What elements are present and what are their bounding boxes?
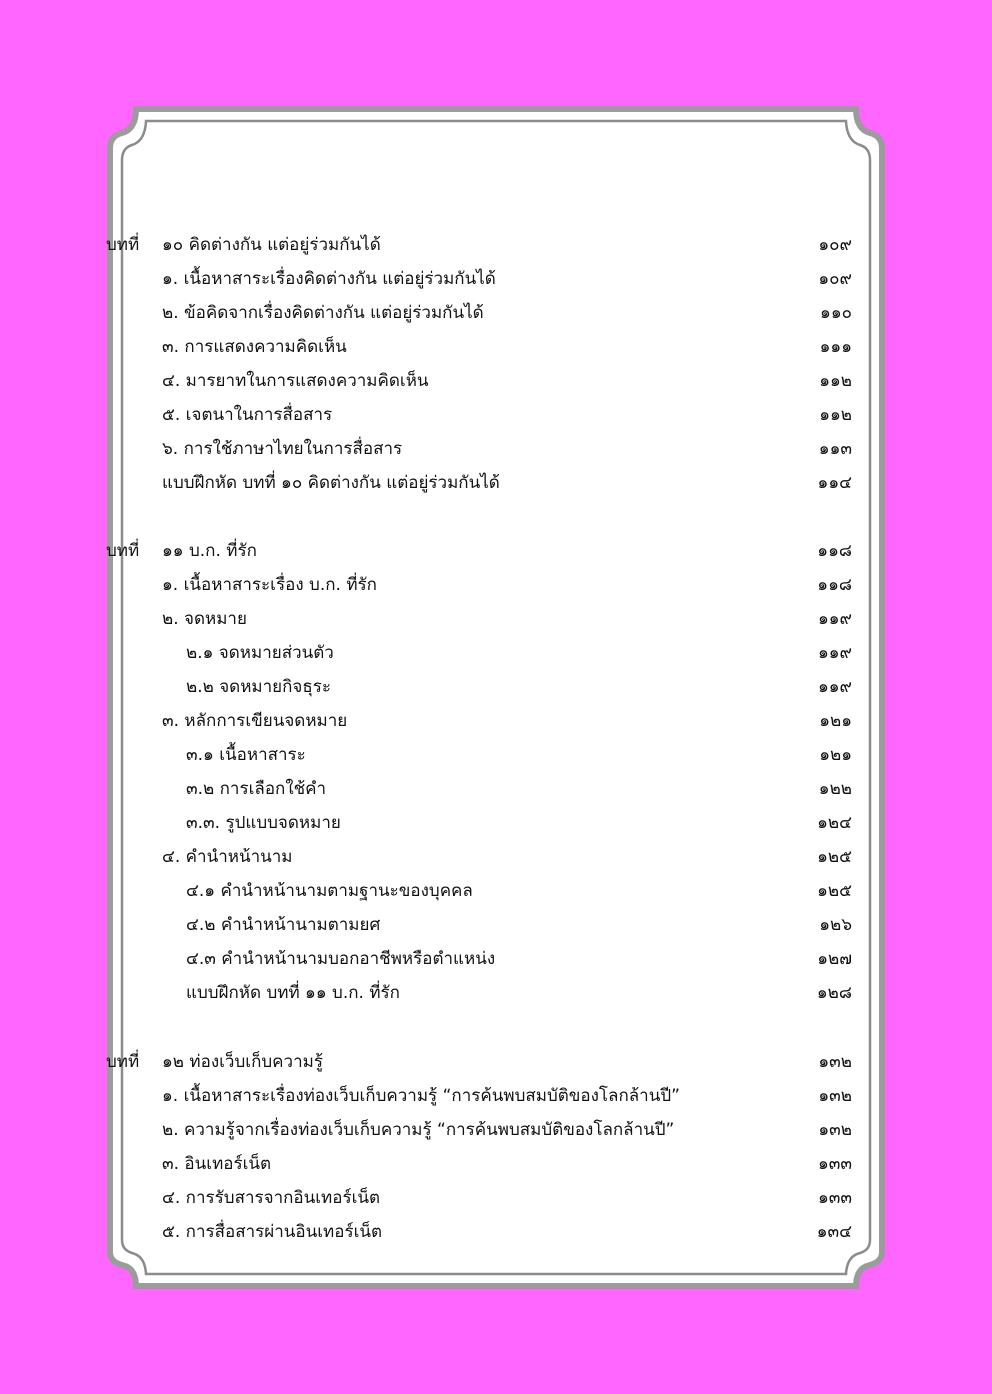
toc-entry-text: ๓.๓. รูปแบบจดหมาย <box>186 813 341 833</box>
chapter-heading-row <box>0 1045 992 1079</box>
toc-entry-row <box>0 1079 992 1113</box>
page-number: ๑๑๘ <box>817 541 852 561</box>
toc-entry-text: ๒.๒ จดหมายกิจธุระ <box>186 677 332 697</box>
chapter-heading-row <box>0 228 992 262</box>
toc-entry-row <box>0 840 992 874</box>
page-number: ๑๒๒ <box>818 779 852 799</box>
toc-entry-text: ๓.๒ การเลือกใช้คำ <box>186 779 327 799</box>
chapter-heading-row <box>0 534 992 568</box>
toc-entry-row <box>0 704 992 738</box>
toc-entry-row <box>0 942 992 976</box>
page-number: ๑๑๙ <box>817 677 852 697</box>
toc-entry-text: แบบฝึกหัด บทที่ ๑๑ บ.ก. ที่รัก <box>186 983 400 1003</box>
page-number: ๑๓๒ <box>818 1086 852 1106</box>
page-number: ๑๑๒ <box>819 371 852 391</box>
toc-entry-row <box>0 568 992 602</box>
toc-entry-row <box>0 398 992 432</box>
toc-entry-text: ๑. เนื้อหาสาระเรื่องท่องเว็บเก็บความรู้ “การค้นพบสมบัติของโลกล้านปี” <box>162 1086 680 1106</box>
toc-entry-row <box>0 602 992 636</box>
chapter-title: ๑๒ ท่องเว็บเก็บความรู้ <box>162 1052 323 1072</box>
toc-entry-text: แบบฝึกหัด บทที่ ๑๐ คิดต่างกัน แต่อยู่ร่วมกันได้ <box>162 473 500 493</box>
page-number: ๑๓๒ <box>818 1052 852 1072</box>
page-number: ๑๒๗ <box>817 949 852 969</box>
toc-entry-row <box>0 364 992 398</box>
chapter-prefix: บทที่ <box>106 1052 140 1072</box>
chapter-prefix: บทที่ <box>106 541 140 561</box>
page-number: ๑๑๒ <box>819 405 852 425</box>
toc-entry-row <box>0 976 992 1010</box>
toc-entry-text: ๑. เนื้อหาสาระเรื่อง บ.ก. ที่รัก <box>162 575 377 595</box>
toc-entry-text: ๓. อินเทอร์เน็ต <box>162 1154 272 1174</box>
toc-entry-text: ๔.๑ คำนำหน้านามตามฐานะของบุคคล <box>186 881 473 901</box>
toc-entry-text: ๓. หลักการเขียนจดหมาย <box>162 711 348 731</box>
chapter-prefix: บทที่ <box>106 235 140 255</box>
toc-entry-row <box>0 874 992 908</box>
toc-entry-text: ๑. เนื้อหาสาระเรื่องคิดต่างกัน แต่อยู่ร่วมกันได้ <box>162 269 496 289</box>
toc-entry-text: ๖. การใช้ภาษาไทยในการสื่อสาร <box>162 439 403 459</box>
toc-entry-text: ๔.๒ คำนำหน้านามตามยศ <box>186 915 381 935</box>
toc-entry-row <box>0 1181 992 1215</box>
toc-entry-row <box>0 1113 992 1147</box>
page-number: ๑๑๔ <box>817 473 852 493</box>
chapter-title: ๑๐ คิดต่างกัน แต่อยู่ร่วมกันได้ <box>162 235 381 255</box>
page-number: ๑๒๔ <box>817 813 852 833</box>
toc-entry-text: ๓. การแสดงความคิดเห็น <box>162 337 347 357</box>
toc-entry-row <box>0 466 992 500</box>
page-number: ๑๓๓ <box>817 1154 852 1174</box>
toc-entry-text: ๔. มารยาทในการแสดงความคิดเห็น <box>162 371 429 391</box>
toc-entry-text: ๔.๓ คำนำหน้านามบอกอาชีพหรือตำแหน่ง <box>186 949 496 969</box>
toc-entry-row <box>0 1147 992 1181</box>
page-number: ๑๓๓ <box>817 1188 852 1208</box>
toc-entry-text: ๒. ความรู้จากเรื่องท่องเว็บเก็บความรู้ “การค้นพบสมบัติของโลกล้านปี” <box>162 1120 675 1140</box>
page-number: ๑๒๕ <box>817 881 852 901</box>
toc-entry-row <box>0 738 992 772</box>
page-number: ๑๒๘ <box>816 983 852 1003</box>
page-number: ๑๑๙ <box>817 643 852 663</box>
page-number: ๑๓๔ <box>816 1222 852 1242</box>
page-number: ๑๐๙ <box>818 269 852 289</box>
toc-entry-row <box>0 908 992 942</box>
toc-entry-row <box>0 636 992 670</box>
page-number: ๑๐๙ <box>818 235 852 255</box>
page-number: ๑๒๖ <box>819 915 852 935</box>
page-number: ๑๑๑ <box>819 337 852 357</box>
toc-entry-row <box>0 1215 992 1249</box>
toc-entry-row <box>0 296 992 330</box>
toc-entry-text: ๒.๑ จดหมายส่วนตัว <box>186 643 334 663</box>
page-number: ๑๒๑ <box>819 711 852 731</box>
page-number: ๑๑๓ <box>818 439 852 459</box>
toc-entry-text: ๔. คำนำหน้านาม <box>162 847 293 867</box>
toc-entry-row <box>0 432 992 466</box>
toc-entry-text: ๕. การสื่อสารผ่านอินเทอร์เน็ต <box>162 1222 383 1242</box>
toc-entry-text: ๕. เจตนาในการสื่อสาร <box>162 405 333 425</box>
toc-entry-row <box>0 670 992 704</box>
page-number: ๑๑๙ <box>817 609 852 629</box>
toc-entry-row <box>0 772 992 806</box>
page-number: ๑๓๒ <box>818 1120 852 1140</box>
toc-entry-row <box>0 806 992 840</box>
toc-entry-text: ๒. ข้อคิดจากเรื่องคิดต่างกัน แต่อยู่ร่วมกันได้ <box>162 303 484 323</box>
page-number: ๑๒๕ <box>817 847 852 867</box>
page-number: ๑๒๑ <box>819 745 852 765</box>
toc-entry-row <box>0 262 992 296</box>
toc-entry-text: ๒. จดหมาย <box>162 609 247 629</box>
toc-entry-row <box>0 330 992 364</box>
page-number: ๑๑๘ <box>817 575 852 595</box>
page-number: ๑๑๐ <box>820 303 852 323</box>
toc-entry-text: ๔. การรับสารจากอินเทอร์เน็ต <box>162 1188 381 1208</box>
toc-entry-text: ๓.๑ เนื้อหาสาระ <box>186 745 306 765</box>
chapter-title: ๑๑ บ.ก. ที่รัก <box>162 541 257 561</box>
